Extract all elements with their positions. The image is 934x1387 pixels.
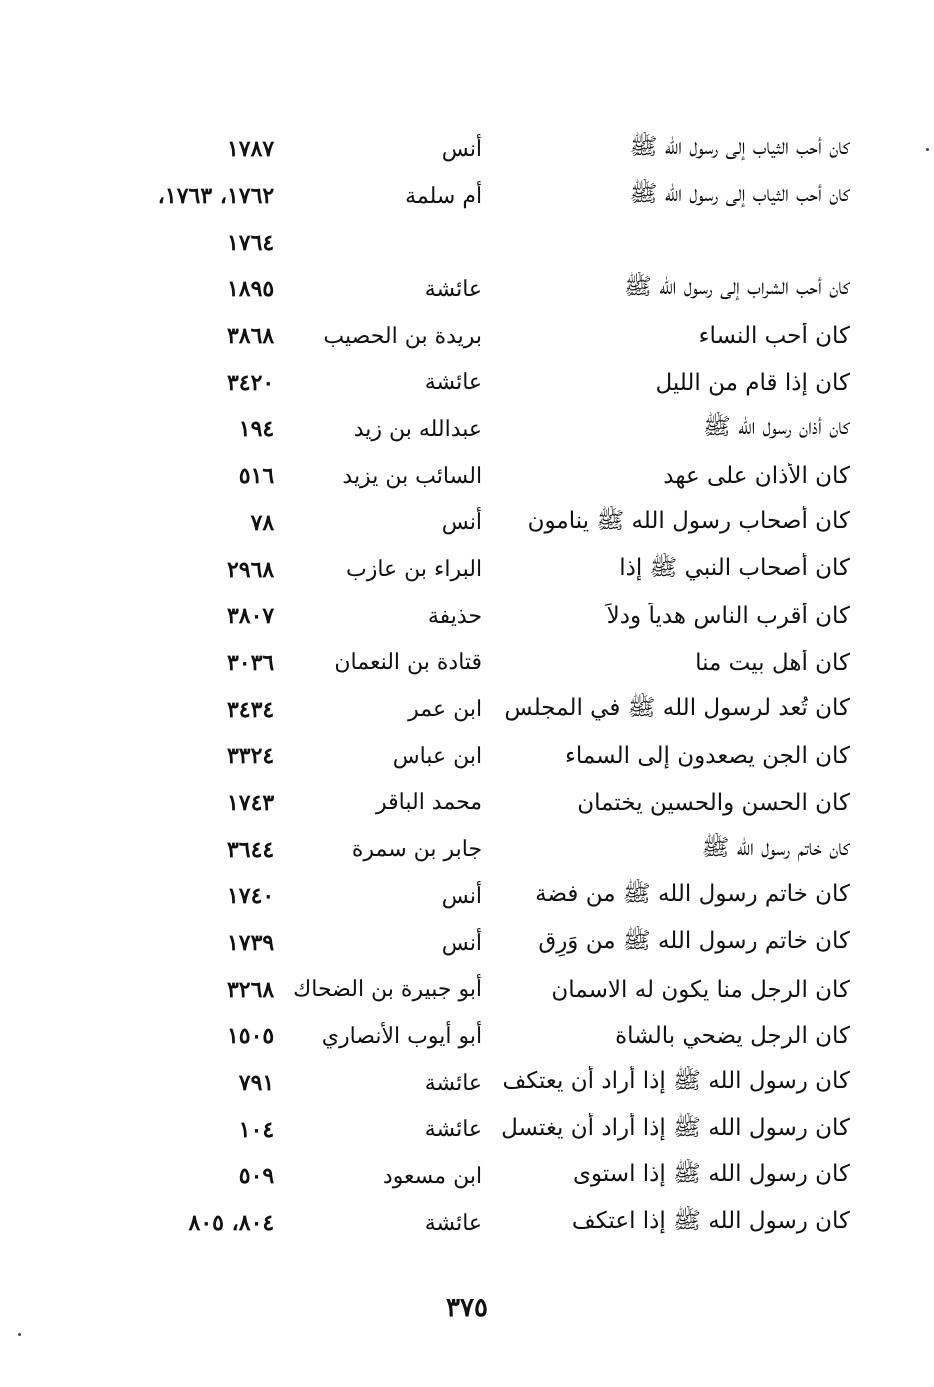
index-row <box>130 1153 850 1200</box>
narrator-name: محمد الباقر <box>376 790 483 816</box>
hadith-numbers: ٣٢٦٨ <box>226 976 275 1003</box>
hadith-incipit: كان الأذان على عهد <box>663 463 850 490</box>
hadith-numbers: ٧٨ <box>250 509 275 536</box>
hadith-incipit: كان أهل بيت منا <box>695 649 850 676</box>
hadith-incipit: كان الرجل يضحي بالشاة <box>615 1023 850 1050</box>
narrator-name: عبدالله بن زيد <box>353 416 483 442</box>
narrator-name: أنس <box>441 136 483 162</box>
hadith-incipit: كان الحسن والحسين يختمان <box>577 789 850 816</box>
index-row <box>130 733 850 780</box>
hadith-incipit: كان رسول الله ﷺ إذا أراد أن يعتكف <box>502 1068 850 1095</box>
hadith-numbers: ٣٠٣٦ <box>226 649 275 676</box>
hadith-numbers: ١٧٤٠ <box>226 883 275 910</box>
index-row <box>130 1106 850 1153</box>
narrator-name: أبو أيوب الأنصاري <box>321 1023 483 1049</box>
hadith-numbers: ١٧٦٢، ١٧٦٣، <box>157 183 275 210</box>
hadith-index-table <box>130 126 850 1247</box>
index-row <box>130 359 850 406</box>
hadith-numbers: ٣٨٠٧ <box>226 603 275 630</box>
hadith-incipit: كان أقرب الناس هدياً ودلاً <box>606 603 850 630</box>
narrator-name: أنس <box>441 930 483 956</box>
narrator-name: أم سلمة <box>405 183 483 209</box>
hadith-numbers: ٣٤٢٠ <box>226 369 275 396</box>
scan-speck <box>18 1333 21 1336</box>
hadith-numbers: ١٠٤ <box>238 1116 275 1143</box>
scan-speck <box>926 148 929 151</box>
narrator-name: أبو جبيرة بن الضحاك <box>293 977 483 1003</box>
hadith-numbers: ١٨٩٥ <box>226 276 275 303</box>
narrator-name: ابن مسعود <box>382 1163 483 1189</box>
index-row <box>130 966 850 1013</box>
narrator-name: ابن عمر <box>408 697 483 723</box>
index-row <box>130 173 850 220</box>
hadith-numbers: ٣٦٤٤ <box>226 836 275 863</box>
index-row <box>130 453 850 500</box>
hadith-numbers: ٢٩٦٨ <box>226 556 275 583</box>
narrator-name: جابر بن سمرة <box>351 837 483 863</box>
narrator-name: أنس <box>441 883 483 909</box>
hadith-incipit: كان الرجل منا يكون له الاسمان <box>551 976 850 1003</box>
hadith-incipit: كان أحب الثياب إلى رسول الله ﷺ <box>629 181 850 208</box>
hadith-incipit: كان أحب النساء <box>698 323 850 350</box>
hadith-numbers: ١٧٤٣ <box>226 789 275 816</box>
narrator-name: قتادة بن النعمان <box>334 650 483 676</box>
hadith-incipit: كان أصحاب النبي ﷺ إذا <box>619 554 850 581</box>
narrator-name: حذيفة <box>427 603 483 629</box>
index-row <box>130 126 850 173</box>
hadith-numbers: ٣٤٣٤ <box>226 696 275 723</box>
hadith-numbers: ١٧٨٧ <box>226 136 275 163</box>
hadith-numbers: ٨٠٤، ٨٠٥ <box>188 1210 275 1237</box>
hadith-incipit: كان أحب الشراب إلى رسول الله ﷺ <box>624 274 850 301</box>
narrator-name: عائشة <box>424 276 483 302</box>
narrator-name: عائشة <box>424 1117 483 1143</box>
hadith-incipit: كان خاتم رسول الله ﷺ من فضة <box>535 881 850 908</box>
hadith-numbers: ٣٣٢٤ <box>226 743 275 770</box>
index-row <box>130 219 850 266</box>
hadith-numbers: ٣٨٦٨ <box>226 323 275 350</box>
narrator-name: أنس <box>441 510 483 536</box>
hadith-incipit: كان الجن يصعدون إلى السماء <box>565 743 850 770</box>
index-row <box>130 313 850 360</box>
hadith-incipit: كان رسول الله ﷺ إذا استوى <box>572 1161 850 1188</box>
hadith-incipit: كان أحب الثياب إلى رسول الله ﷺ <box>629 134 850 161</box>
hadith-numbers: ١٧٣٩ <box>226 930 275 957</box>
narrator-name: السائب بن يزيد <box>342 463 483 489</box>
hadith-numbers: ٧٩١ <box>238 1070 275 1097</box>
page-number: ٣٧٥ <box>446 1293 488 1323</box>
narrator-name: عائشة <box>424 1070 483 1096</box>
hadith-incipit: كان خاتم رسول الله ﷺ <box>701 834 850 861</box>
index-row <box>130 406 850 453</box>
index-row <box>130 546 850 593</box>
index-row <box>130 1060 850 1107</box>
hadith-incipit: كان رسول الله ﷺ إذا أراد أن يغتسل <box>501 1114 850 1141</box>
hadith-incipit: كان أذان رسول الله ﷺ <box>703 414 850 441</box>
narrator-name: بريدة بن الحصيب <box>323 323 483 349</box>
index-row <box>130 640 850 687</box>
hadith-incipit: كان خاتم رسول الله ﷺ من وَرِق <box>538 928 850 955</box>
narrator-name: البراء بن عازب <box>345 557 483 583</box>
index-row <box>130 1200 850 1247</box>
index-row <box>130 873 850 920</box>
index-row <box>130 826 850 873</box>
index-row <box>130 686 850 733</box>
hadith-incipit: كان رسول الله ﷺ إذا اعتكف <box>571 1208 850 1235</box>
hadith-numbers: ٥٠٩ <box>238 1163 275 1190</box>
hadith-numbers: ١٩٤ <box>238 416 275 443</box>
hadith-numbers: ٥١٦ <box>238 463 275 490</box>
index-row <box>130 500 850 547</box>
hadith-incipit: كان إذا قام من الليل <box>655 369 850 396</box>
index-row <box>130 266 850 313</box>
narrator-name: عائشة <box>424 370 483 396</box>
narrator-name: عائشة <box>424 1210 483 1236</box>
narrator-name: ابن عباس <box>392 743 483 769</box>
index-row <box>130 780 850 827</box>
index-row <box>130 593 850 640</box>
index-row <box>130 1013 850 1060</box>
hadith-incipit: كان تُعد لرسول الله ﷺ في المجلس <box>504 694 850 721</box>
index-row <box>130 920 850 967</box>
hadith-incipit: كان أصحاب رسول الله ﷺ ينامون <box>527 507 850 534</box>
hadith-numbers: ١٧٦٤ <box>226 229 275 256</box>
hadith-numbers: ١٥٠٥ <box>226 1023 275 1050</box>
